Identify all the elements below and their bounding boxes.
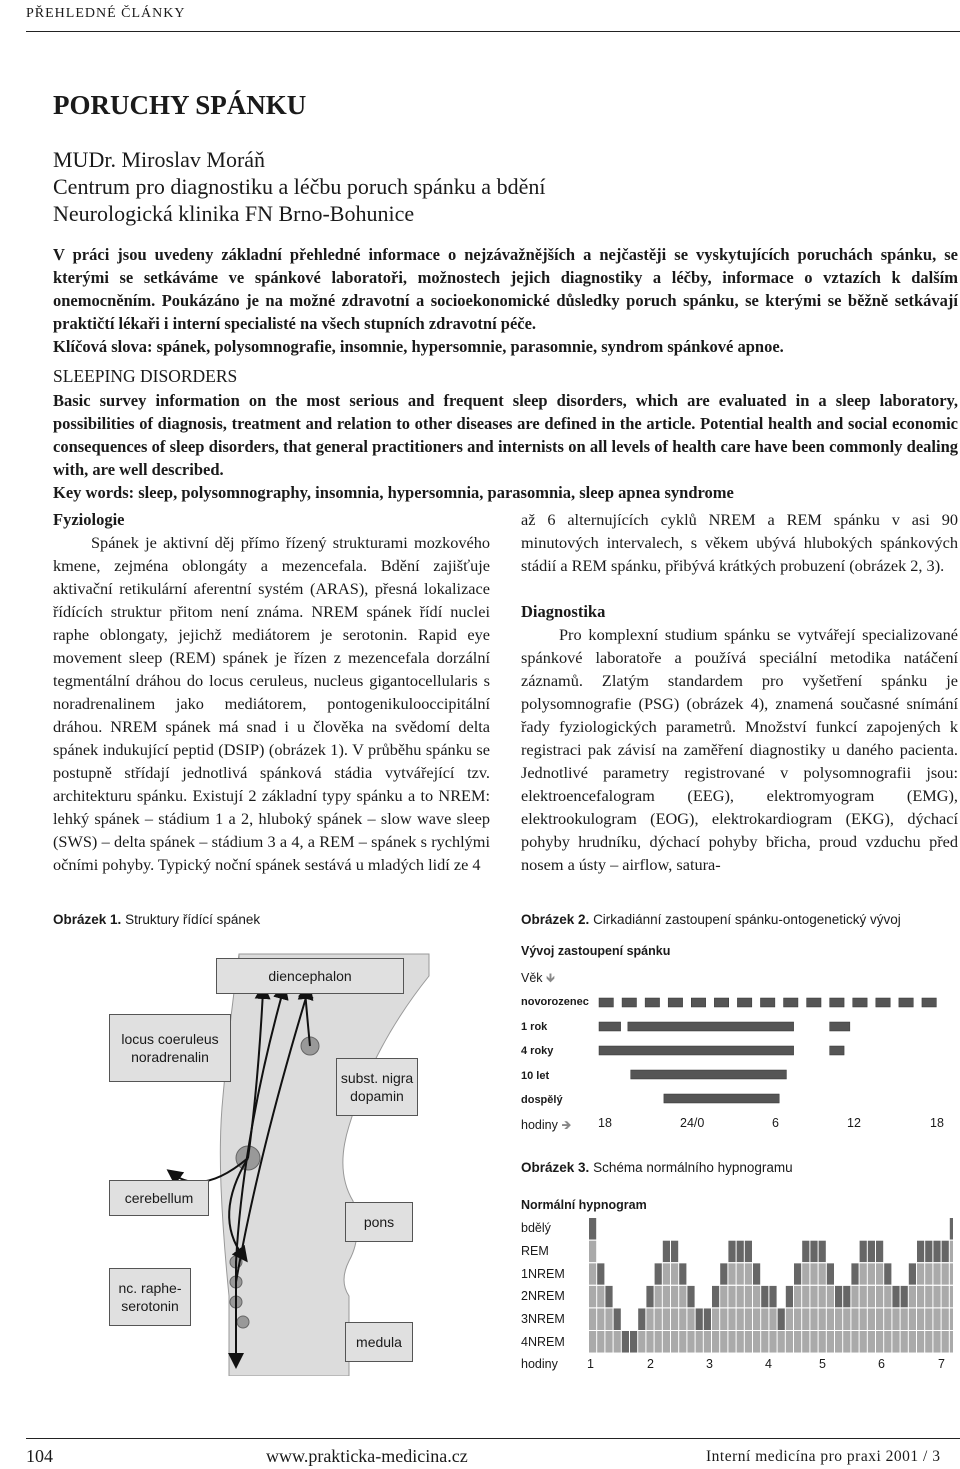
fig2-bars-svg <box>521 940 951 1140</box>
fig3-cell-36-3 <box>884 1286 891 1308</box>
fig3-cell-44-2 <box>950 1263 953 1285</box>
affiliation-2: Neurologická klinika FN Brno-Bohunice <box>53 201 415 226</box>
fig3-cell-43-1 <box>942 1241 949 1263</box>
fig3-cell-25-4 <box>794 1308 801 1330</box>
page-number: 104 <box>26 1446 53 1466</box>
fig2-row-label-3: 10 let <box>521 1070 550 1082</box>
footer-journal: Interní medicína pro praxi 2001 / 3 <box>706 1448 941 1465</box>
fig3-cell-8-4 <box>655 1308 662 1330</box>
fig3-cell-42-5 <box>933 1331 940 1353</box>
box-locus-coeruleus: locus coeruleus noradrenalin <box>109 1014 231 1082</box>
fig3-cell-0-4 <box>589 1308 596 1330</box>
fig3-cell-26-1 <box>802 1241 809 1263</box>
fig2-bar-0-10 <box>830 998 844 1007</box>
footer-url: www.prakticka-medicina.cz <box>266 1446 468 1466</box>
fig2-row-label-0: novorozenec <box>521 996 589 1008</box>
fig3-cell-41-5 <box>925 1331 932 1353</box>
fig2-bar-0-12 <box>876 998 890 1007</box>
fig3-cell-35-5 <box>876 1331 883 1353</box>
fig2-bar-3-0 <box>631 1070 787 1079</box>
fig3-cell-32-5 <box>851 1331 858 1353</box>
fig3-cell-44-3 <box>950 1286 953 1308</box>
fig2-tick-2: 6 <box>772 1116 779 1130</box>
fig3-cell-36-4 <box>884 1308 891 1330</box>
fig3-cell-1-2 <box>597 1263 604 1285</box>
figure3-caption-text: Schéma normálního hypnogramu <box>593 1160 793 1175</box>
fig3-cell-14-5 <box>704 1331 711 1353</box>
fig3-cell-35-3 <box>876 1286 883 1308</box>
fig2-bar-0-1 <box>622 998 636 1007</box>
fig3-cell-11-5 <box>679 1331 686 1353</box>
fig3-stage-2: 1NREM <box>521 1267 565 1281</box>
fig2-bar-0-11 <box>853 998 867 1007</box>
fig3-cell-27-3 <box>810 1286 817 1308</box>
fig3-cell-38-3 <box>901 1286 908 1308</box>
fig2-bar-1-0 <box>599 1022 621 1031</box>
fig3-cell-4-5 <box>622 1331 629 1353</box>
keywords-cz: Klíčová slova: spánek, polysomnografie, insomnie, hypersomnie, parasomnie, syndrom spánkové apnoe. <box>53 337 784 356</box>
fig3-cell-24-3 <box>786 1286 793 1308</box>
fig3-cell-6-5 <box>638 1331 645 1353</box>
fig3-cell-28-2 <box>819 1263 826 1285</box>
fig3-cell-9-5 <box>663 1331 670 1353</box>
fig3-cell-2-4 <box>605 1308 612 1330</box>
fig3-cell-42-2 <box>933 1263 940 1285</box>
fig3-cell-19-5 <box>745 1331 752 1353</box>
fig3-cell-24-4 <box>786 1308 793 1330</box>
fig2-bar-0-9 <box>807 998 821 1007</box>
affiliation-1: Centrum pro diagnostiku a léčbu poruch spánku a bdění <box>53 174 546 199</box>
fig3-cell-40-3 <box>917 1286 924 1308</box>
fig3-tick-1: 2 <box>647 1357 654 1371</box>
fig2-bar-0-6 <box>737 998 751 1007</box>
fig3-cell-9-1 <box>663 1241 670 1263</box>
figure1-caption <box>53 912 260 927</box>
fig3-cell-33-1 <box>860 1241 867 1263</box>
fig3-cell-29-4 <box>827 1308 834 1330</box>
fig3-cell-35-1 <box>876 1241 883 1263</box>
fig3-cell-39-3 <box>909 1286 916 1308</box>
fig2-tick-3: 12 <box>847 1116 861 1130</box>
fig3-cell-8-3 <box>655 1286 662 1308</box>
fig3-cell-26-4 <box>802 1308 809 1330</box>
fig3-cell-1-3 <box>597 1286 604 1308</box>
fig3-cell-16-5 <box>720 1331 727 1353</box>
fig3-cell-32-3 <box>851 1286 858 1308</box>
fig3-cell-10-2 <box>671 1263 678 1285</box>
fig3-cell-7-5 <box>646 1331 653 1353</box>
box-substantia-nigra: subst. nigra dopamin <box>336 1058 418 1116</box>
fig2-bar-2-1 <box>830 1046 844 1055</box>
arrow-right-icon: 🡺 <box>561 1118 572 1132</box>
fig2-title: Vývoj zastoupení spánku <box>521 944 671 958</box>
fig3-cell-32-4 <box>851 1308 858 1330</box>
fig3-cell-42-4 <box>933 1308 940 1330</box>
fig3-cell-1-5 <box>597 1331 604 1353</box>
box-raphe: nc. raphe- serotonin <box>109 1268 191 1326</box>
fig3-cell-27-5 <box>810 1331 817 1353</box>
fig2-bar-2-0 <box>599 1046 794 1055</box>
fig3-cell-37-4 <box>892 1308 899 1330</box>
fig3-cell-21-4 <box>761 1308 768 1330</box>
fig3-cell-44-0 <box>950 1218 953 1240</box>
fig3-cell-8-5 <box>655 1331 662 1353</box>
fig3-cell-17-1 <box>728 1241 735 1263</box>
fig3-cell-25-5 <box>794 1331 801 1353</box>
fig3-cell-13-4 <box>696 1308 703 1330</box>
box-medula: medula <box>345 1322 413 1362</box>
fig3-cell-27-4 <box>810 1308 817 1330</box>
fig3-cell-12-3 <box>687 1286 694 1308</box>
fig3-tick-3: 4 <box>765 1357 772 1371</box>
fig3-cell-32-2 <box>851 1263 858 1285</box>
physiology-text: Spánek je aktivní děj přímo řízený strukturami mozkového kmene, zejména oblongáty a mezencefala. Bdění zajišťuje aktivační retikulární aferentní systém (ARAS), přesná lokalizace řídících struktur přitom není známa. NREM spánek řídí nuclei raphe oblongaty, jejichž mediátorem je serotonin. Rapid eye movement sleep (REM) spánek je řízen z mezencefala dorzální tegmentální dráhou do locus ceruleus, nucleus gigantocellularis s noradrenalinem jako mediátorem, pontogenikulooccipitální dráhou. NREM spánek má snad i u člověka na svědomí delta spánek indukující peptid (DSIP) (obrázek 1). V průběhu spánku se postupně střídají jednotlivá spánková stádia vytvářející tzv. architekturu spánku. Existují 2 základní typy spánku a to NREM: lehký spánek – stádium 1 a 2, hluboký spánek – slow wave sleep (SWS) – delta spánek – stádium 3 a 4, a REM – spánek s rychlými očními pohyby. Typický noční spánek sestává u mladých lidí ze 4 <box>53 533 490 874</box>
fig2-row-label-4: dospělý <box>521 1094 563 1106</box>
figure2-chart <box>521 940 951 1140</box>
fig3-cell-28-4 <box>819 1308 826 1330</box>
fig2-bar-0-8 <box>784 998 798 1007</box>
fig3-cell-19-2 <box>745 1263 752 1285</box>
fig3-cell-12-4 <box>687 1308 694 1330</box>
fig3-cell-1-4 <box>597 1308 604 1330</box>
fig3-cell-42-3 <box>933 1286 940 1308</box>
fig3-tick-4: 5 <box>819 1357 826 1371</box>
fig3-cell-41-1 <box>925 1241 932 1263</box>
fig3-cell-16-2 <box>720 1263 727 1285</box>
fig3-hours-label: hodiny <box>521 1357 558 1371</box>
fig3-cell-17-4 <box>728 1308 735 1330</box>
fig3-stage-0: bdělý <box>521 1221 551 1235</box>
fig2-tick-0: 18 <box>598 1116 612 1130</box>
fig3-cell-36-5 <box>884 1331 891 1353</box>
diagnostics-heading: Diagnostika <box>521 602 606 621</box>
fig3-cell-20-2 <box>753 1263 760 1285</box>
figure2-caption-text: Cirkadiánní zastoupení spánku-ontogenetický vývoj <box>593 912 901 927</box>
fig3-cell-13-5 <box>696 1331 703 1353</box>
fig3-cell-20-5 <box>753 1331 760 1353</box>
fig3-cell-3-5 <box>614 1331 621 1353</box>
fig3-cell-44-4 <box>950 1308 953 1330</box>
fig3-tick-0: 1 <box>587 1357 594 1371</box>
fig3-cell-28-3 <box>819 1286 826 1308</box>
fig3-stage-4: 3NREM <box>521 1312 565 1326</box>
fig3-cell-9-2 <box>663 1263 670 1285</box>
fig3-cell-17-2 <box>728 1263 735 1285</box>
fig3-cell-0-0 <box>589 1218 596 1240</box>
fig3-cell-18-3 <box>737 1286 744 1308</box>
box-diencephalon: diencephalon <box>216 958 404 994</box>
fig3-cell-20-3 <box>753 1286 760 1308</box>
fig3-cell-17-3 <box>728 1286 735 1308</box>
fig2-bar-0-13 <box>899 998 913 1007</box>
physiology-text-cont: až 6 alternujících cyklů NREM a REM spánku v asi 90 minutových intervalech, s věkem ubývá hlubokých spánkových stádií a REM spánku, přibývá krátkých probuzení (obrázek 2, 3). <box>521 510 958 575</box>
fig3-cell-31-3 <box>843 1286 850 1308</box>
fig3-cell-25-2 <box>794 1263 801 1285</box>
fig3-tick-2: 3 <box>706 1357 713 1371</box>
fig3-cell-0-5 <box>589 1331 596 1353</box>
fig3-cell-9-4 <box>663 1308 670 1330</box>
fig2-row-label-1: 1 rok <box>521 1021 548 1033</box>
fig3-cell-9-3 <box>663 1286 670 1308</box>
fig3-cell-41-3 <box>925 1286 932 1308</box>
fig3-cell-22-4 <box>769 1308 776 1330</box>
footer-rule <box>26 1438 960 1439</box>
fig2-bar-0-7 <box>760 998 774 1007</box>
fig3-cell-33-2 <box>860 1263 867 1285</box>
box-pons: pons <box>345 1202 413 1242</box>
section-label: PŘEHLEDNÉ ČLÁNKY <box>26 6 186 21</box>
fig3-stage-5: 4NREM <box>521 1335 565 1349</box>
figure1-diagram <box>53 936 490 1376</box>
fig3-cell-11-3 <box>679 1286 686 1308</box>
fig3-cell-30-5 <box>835 1331 842 1353</box>
fig3-cell-29-2 <box>827 1263 834 1285</box>
fig3-cell-18-4 <box>737 1308 744 1330</box>
fig3-cell-7-3 <box>646 1286 653 1308</box>
fig3-cell-14-4 <box>704 1308 711 1330</box>
fig3-tick-6: 7 <box>938 1357 945 1371</box>
fig2-bar-0-0 <box>599 998 613 1007</box>
fig3-cell-43-4 <box>942 1308 949 1330</box>
fig2-bar-4-0 <box>664 1094 779 1103</box>
fig3-cell-17-5 <box>728 1331 735 1353</box>
figure3-label: Obrázek 3. <box>521 1160 590 1175</box>
fig3-cell-10-1 <box>671 1241 678 1263</box>
fig3-cell-22-3 <box>769 1286 776 1308</box>
fig3-cell-39-2 <box>909 1263 916 1285</box>
figure3-caption <box>521 1160 793 1175</box>
fig3-cell-38-4 <box>901 1308 908 1330</box>
fig2-bar-0-4 <box>691 998 705 1007</box>
fig3-cell-19-3 <box>745 1286 752 1308</box>
fig3-cell-15-4 <box>712 1308 719 1330</box>
fig3-cell-10-4 <box>671 1308 678 1330</box>
fig3-cell-34-1 <box>868 1241 875 1263</box>
fig3-cell-24-5 <box>786 1331 793 1353</box>
fig3-cell-31-5 <box>843 1331 850 1353</box>
fig3-cell-12-5 <box>687 1331 694 1353</box>
abstract-en: Basic survey information on the most serious and frequent sleep disorders, which are evaluated in a sleep laboratory, possibilities of diagnosis, treatment and relation to other diseases are defined in the article. Potential health and social economic consequences of sleep disorders, that general practitioners and internists on all levels of health care have been commonly dealing with, are well described. <box>53 391 958 479</box>
fig3-cell-43-3 <box>942 1286 949 1308</box>
fig2-row-label-2: 4 roky <box>521 1045 554 1057</box>
fig3-cell-41-2 <box>925 1263 932 1285</box>
nucleus-5 <box>237 1316 249 1328</box>
body-column-right <box>521 508 958 876</box>
fig3-cell-16-4 <box>720 1308 727 1330</box>
arrow-down-icon: 🡻 <box>546 971 556 985</box>
fig3-title: Normální hypnogram <box>521 1198 647 1212</box>
fig3-cell-34-5 <box>868 1331 875 1353</box>
author-name: MUDr. Miroslav Moráň <box>53 147 266 172</box>
article-title: PORUCHY SPÁNKU <box>53 90 307 120</box>
fig3-cell-30-3 <box>835 1286 842 1308</box>
fig3-cell-31-4 <box>843 1308 850 1330</box>
fig3-cell-33-4 <box>860 1308 867 1330</box>
fig3-cell-37-3 <box>892 1286 899 1308</box>
fig3-cell-11-4 <box>679 1308 686 1330</box>
fig3-cell-27-2 <box>810 1263 817 1285</box>
fig3-cell-33-5 <box>860 1331 867 1353</box>
fig2-bar-0-3 <box>668 998 682 1007</box>
fig2-bar-1-1 <box>628 1022 794 1031</box>
fig3-cell-15-5 <box>712 1331 719 1353</box>
fig3-cell-27-1 <box>810 1241 817 1263</box>
fig3-cell-0-3 <box>589 1286 596 1308</box>
fig3-cell-29-3 <box>827 1286 834 1308</box>
fig2-tick-1: 24/0 <box>680 1116 705 1130</box>
fig3-cell-28-1 <box>819 1241 826 1263</box>
fig3-tick-5: 6 <box>878 1357 885 1371</box>
fig3-hypnogram-svg <box>521 1192 953 1378</box>
fig3-cell-39-5 <box>909 1331 916 1353</box>
fig3-cell-44-5 <box>950 1331 953 1353</box>
fig3-cell-42-1 <box>933 1241 940 1263</box>
fig2-bar-0-14 <box>922 998 936 1007</box>
fig3-cell-37-5 <box>892 1331 899 1353</box>
fig3-cell-23-5 <box>778 1331 785 1353</box>
fig3-cell-40-1 <box>917 1241 924 1263</box>
fig3-cell-21-3 <box>761 1286 768 1308</box>
fig3-cell-6-4 <box>638 1308 645 1330</box>
fig3-cell-43-2 <box>942 1263 949 1285</box>
fig3-cell-43-5 <box>942 1331 949 1353</box>
fig3-cell-34-3 <box>868 1286 875 1308</box>
fig3-cell-26-3 <box>802 1286 809 1308</box>
figure2-caption <box>521 912 901 927</box>
fig3-cell-0-2 <box>589 1263 596 1285</box>
fig3-cell-3-4 <box>614 1308 621 1330</box>
fig3-cell-23-4 <box>778 1308 785 1330</box>
fig3-cell-33-3 <box>860 1286 867 1308</box>
fig2-tick-4: 18 <box>930 1116 944 1130</box>
fig3-cell-8-2 <box>655 1263 662 1285</box>
body-column-left <box>53 508 490 876</box>
fig3-cell-18-5 <box>737 1331 744 1353</box>
fig3-stage-1: REM <box>521 1244 549 1258</box>
fig3-cell-11-2 <box>679 1263 686 1285</box>
fig3-cell-26-5 <box>802 1331 809 1353</box>
fig3-cell-30-4 <box>835 1308 842 1330</box>
fig3-cell-5-5 <box>630 1331 637 1353</box>
fig3-cell-40-4 <box>917 1308 924 1330</box>
fig3-cell-38-5 <box>901 1331 908 1353</box>
fig3-cell-25-3 <box>794 1286 801 1308</box>
fig3-cell-35-2 <box>876 1263 883 1285</box>
fig3-cell-16-3 <box>720 1286 727 1308</box>
figure1-caption-text: Struktury řídící spánek <box>125 912 261 927</box>
figure3-chart <box>521 1192 953 1378</box>
fig3-cell-34-4 <box>868 1308 875 1330</box>
fig3-cell-35-4 <box>876 1308 883 1330</box>
fig3-cell-19-1 <box>745 1241 752 1263</box>
fig3-cell-34-2 <box>868 1263 875 1285</box>
fig3-cell-2-5 <box>605 1331 612 1353</box>
fig3-cell-10-5 <box>671 1331 678 1353</box>
fig3-cell-15-3 <box>712 1286 719 1308</box>
top-rule <box>26 31 960 32</box>
fig3-stage-3: 2NREM <box>521 1289 565 1303</box>
fig2-bar-0-5 <box>714 998 728 1007</box>
english-heading: SLEEPING DISORDERS <box>53 366 238 386</box>
fig3-cell-44-1 <box>950 1241 953 1263</box>
fig3-cell-26-2 <box>802 1263 809 1285</box>
fig3-cell-22-5 <box>769 1331 776 1353</box>
physiology-heading: Fyziologie <box>53 510 125 529</box>
fig3-cell-40-2 <box>917 1263 924 1285</box>
fig3-cell-7-4 <box>646 1308 653 1330</box>
fig2-hours-label: hodiny 🡺 <box>521 1118 572 1132</box>
fig3-cell-21-5 <box>761 1331 768 1353</box>
fig3-cell-39-4 <box>909 1308 916 1330</box>
figure1-label: Obrázek 1. <box>53 912 122 927</box>
fig2-age-label: Věk 🡻 <box>521 971 556 985</box>
diagnostics-text: Pro komplexní studium spánku se vytvářejí specializované spánkové laboratoře a používá speciální metodika natáčení záznamů. Zlatým standardem pro vyšetření spánku je polysomnografie (PSG) (obrázek 4), znamená současné snímání řady fyziologických parametrů. Množství funkcí zapojených k registraci pak závisí na zaměření diagnostiky u daného pacienta. Jednotlivé parametry registrované v polysomnografii jsou: elektroencefalogram (EEG), elektromyogram (EMG), elektrookulogram (EOG), elektrokardiogram (EKG), dýchací pohyby hrudníku, dýchací pohyby břicha, proud vzduchu před nosem a ústy – airflow, satura- <box>521 625 958 874</box>
fig3-cell-0-1 <box>589 1241 596 1263</box>
fig2-bar-1-2 <box>830 1022 850 1031</box>
fig3-cell-10-3 <box>671 1286 678 1308</box>
fig3-cell-40-5 <box>917 1331 924 1353</box>
fig3-cell-18-1 <box>737 1241 744 1263</box>
fig3-cell-41-4 <box>925 1308 932 1330</box>
fig3-cell-28-5 <box>819 1331 826 1353</box>
fig2-bar-0-2 <box>645 998 659 1007</box>
fig3-cell-29-5 <box>827 1331 834 1353</box>
fig3-cell-36-2 <box>884 1263 891 1285</box>
fig3-cell-2-3 <box>605 1286 612 1308</box>
keywords-en: Key words: sleep, polysomnography, insomnia, hypersomnia, parasomnia, sleep apnea syndrome <box>53 483 734 502</box>
fig3-cell-18-2 <box>737 1263 744 1285</box>
fig3-cell-20-4 <box>753 1308 760 1330</box>
fig3-cell-19-4 <box>745 1308 752 1330</box>
box-cerebellum: cerebellum <box>109 1180 209 1216</box>
figure2-label: Obrázek 2. <box>521 912 590 927</box>
abstract-cz: V práci jsou uvedeny základní přehledné informace o nejzávažnějších a nejčastěji se vyskytujících poruchách spánku, se kterými se setkáváme ve spánkové laboratoři, možnostech jejich diagnostiky a léčby, informace o vztazích k dalším onemocněním. Poukázáno je na možné zdravotní a socioekonomické důsledky poruch spánku, se kterými se běžně setkávají praktičtí lékaři i interní specialisté na všech stupních zdravotní péče. <box>53 245 958 333</box>
author-block <box>53 146 545 227</box>
